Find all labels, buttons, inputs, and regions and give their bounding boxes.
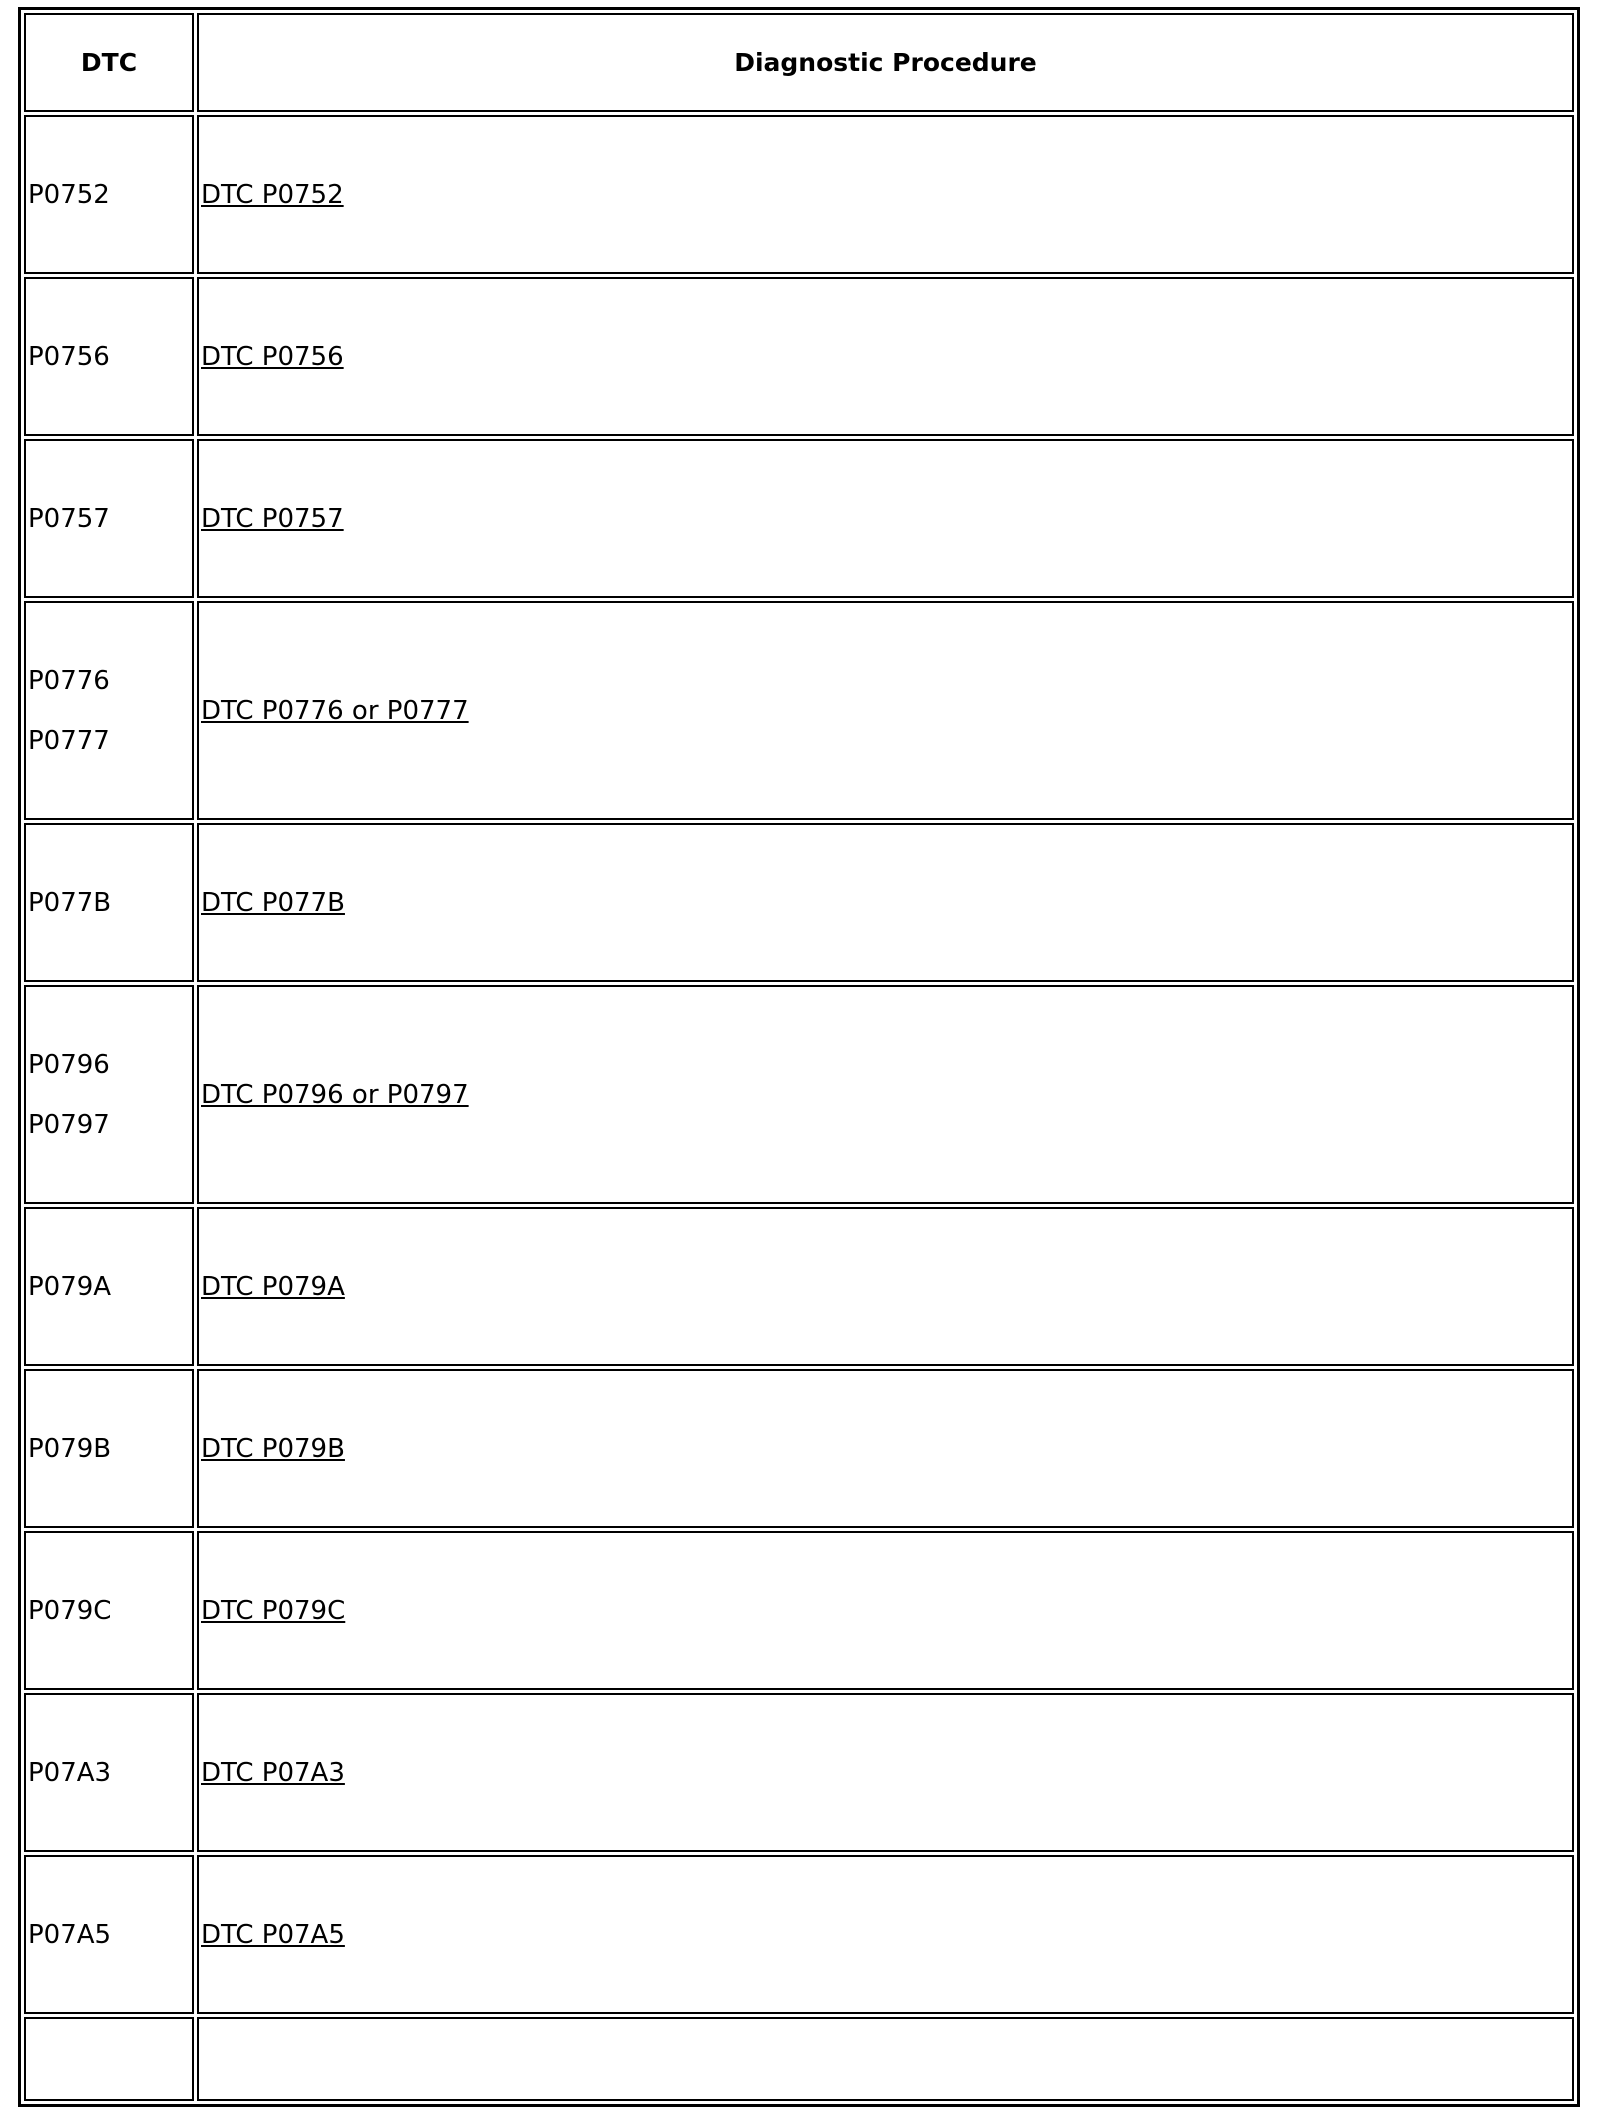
procedure-link[interactable]: DTC P0757 <box>201 503 344 534</box>
procedure-cell <box>197 1531 1574 1690</box>
dtc-code: P0757 <box>28 503 110 534</box>
procedure-column-header: Diagnostic Procedure <box>197 13 1574 112</box>
procedure-link[interactable]: DTC P0756 <box>201 341 344 372</box>
table-row <box>24 985 1574 1204</box>
procedure-cell <box>197 1369 1574 1528</box>
dtc-code: P0776 <box>28 665 110 696</box>
table-row <box>24 1531 1574 1690</box>
dtc-code-cell <box>24 1693 194 1852</box>
dtc-code-cell <box>24 823 194 982</box>
dtc-code: P079B <box>28 1433 112 1464</box>
dtc-code-cell <box>24 1531 194 1690</box>
procedure-link[interactable]: DTC P079C <box>201 1595 346 1626</box>
procedure-link[interactable]: DTC P079B <box>201 1433 345 1464</box>
procedure-cell <box>197 1207 1574 1366</box>
dtc-code-cell <box>24 985 194 1204</box>
table-row <box>24 1207 1574 1366</box>
dtc-code-cell <box>24 1855 194 2014</box>
table-row <box>24 1369 1574 1528</box>
table-body <box>24 115 1574 2101</box>
dtc-column-header: DTC <box>24 13 194 112</box>
table-row <box>24 823 1574 982</box>
procedure-cell <box>197 115 1574 274</box>
procedure-cell <box>197 985 1574 1204</box>
procedure-cell <box>197 823 1574 982</box>
dtc-code: P0777 <box>28 725 110 756</box>
procedure-cell <box>197 601 1574 820</box>
procedure-cell <box>197 277 1574 436</box>
procedure-link[interactable]: DTC P077B <box>201 887 345 918</box>
dtc-code: P079C <box>28 1595 112 1626</box>
procedure-link[interactable]: DTC P07A3 <box>201 1757 345 1788</box>
dtc-code: P0756 <box>28 341 110 372</box>
table-row <box>24 439 1574 598</box>
dtc-code: P0752 <box>28 179 110 210</box>
dtc-code-cell <box>24 1207 194 1366</box>
dtc-code: P07A3 <box>28 1757 112 1788</box>
procedure-link[interactable]: DTC P0752 <box>201 179 344 210</box>
dtc-code: P0796 <box>28 1049 110 1080</box>
table-row <box>24 2017 1574 2101</box>
procedure-cell <box>197 2017 1574 2101</box>
dtc-code: P077B <box>28 887 112 918</box>
table-row <box>24 1855 1574 2014</box>
procedure-link[interactable]: DTC P0796 or P0797 <box>201 1079 469 1110</box>
dtc-code-cell <box>24 439 194 598</box>
table-row <box>24 1693 1574 1852</box>
table-row <box>24 277 1574 436</box>
procedure-cell <box>197 1693 1574 1852</box>
table-header-row <box>24 13 1574 112</box>
procedure-cell <box>197 1855 1574 2014</box>
table-row <box>24 601 1574 820</box>
dtc-code-cell <box>24 277 194 436</box>
procedure-link[interactable]: DTC P07A5 <box>201 1919 345 1950</box>
dtc-code-cell <box>24 601 194 820</box>
dtc-code-cell <box>24 1369 194 1528</box>
dtc-code: P07A5 <box>28 1919 112 1950</box>
procedure-link[interactable]: DTC P079A <box>201 1271 345 1302</box>
dtc-diagnostic-table <box>18 7 1580 2107</box>
dtc-code-cell <box>24 2017 194 2101</box>
dtc-code: P079A <box>28 1271 112 1302</box>
dtc-code-cell <box>24 115 194 274</box>
dtc-code: P0797 <box>28 1109 110 1140</box>
table-row <box>24 115 1574 274</box>
procedure-cell <box>197 439 1574 598</box>
procedure-link[interactable]: DTC P0776 or P0777 <box>201 695 469 726</box>
